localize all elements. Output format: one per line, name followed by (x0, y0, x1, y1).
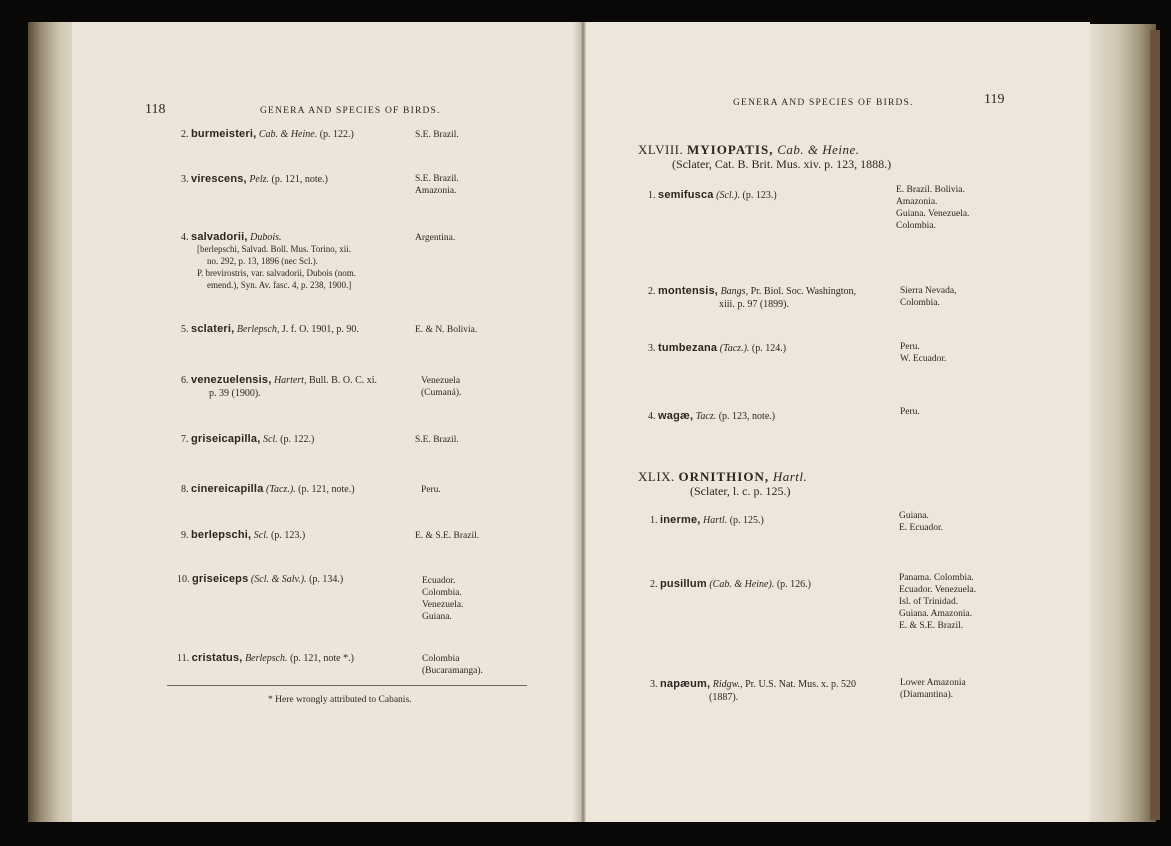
genus-name: MYIOPATIS, (687, 142, 774, 157)
species-locality: E. & S.E. Brazil. (415, 531, 480, 541)
species-reference: (p. 121, note.) (271, 174, 328, 185)
species-reference: (p. 121, note.) (298, 484, 355, 495)
species-locality: Lower Amazonia (Diamantina). (900, 678, 966, 700)
species-locality: S.E. Brazil. (415, 435, 459, 445)
genus-heading (638, 142, 860, 158)
species-entry (177, 652, 354, 665)
entry-number: 1. (650, 515, 658, 526)
species-name: burmeisteri, (191, 128, 257, 140)
species-locality: S.E. Brazil. (415, 130, 459, 140)
species-locality: Peru. (900, 407, 920, 417)
species-entry (650, 678, 856, 691)
species-locality: Panama. Colombia. Ecuador. Venezuela. Isl. of Trinidad. Guiana. Amazonia. E. & S.E. Brazil. (899, 573, 977, 631)
entry-number: 3. (650, 679, 658, 690)
species-name: cristatus, (191, 652, 243, 664)
species-author: (Cab. & Heine). (709, 579, 775, 590)
genus-reference: (Sclater, l. c. p. 125.) (690, 484, 791, 498)
entry-number: 11. (177, 653, 190, 664)
species-locality: Venezuela (Cumaná). (421, 376, 462, 398)
species-locality: Guiana. E. Ecuador. (899, 511, 944, 533)
species-locality: Peru. (421, 485, 441, 495)
species-author: (Tacz.). (719, 343, 750, 354)
synonym-line: no. 292, p. 13, 1896 (nec Scl.). (207, 256, 318, 266)
species-author: Berlepsch. (245, 653, 288, 664)
species-name: sclateri, (191, 323, 235, 335)
species-author: (Scl.). (716, 190, 740, 201)
entry-number: 9. (181, 530, 189, 541)
species-reference: (p. 124.) (751, 343, 787, 354)
entry-number: 4. (648, 411, 656, 422)
genus-reference: (Sclater, Cat. B. Brit. Mus. xiv. p. 123, 1888.) (672, 157, 892, 171)
species-author: Berlepsch, (236, 324, 280, 335)
species-entry (177, 573, 343, 586)
species-reference: (p. 121, note *.) (290, 653, 354, 664)
genus-numeral: XLIX. (638, 469, 675, 484)
synonym-line: P. brevirostris, var. salvadorii, Dubois (nom. (197, 268, 356, 278)
species-author: Bangs, (720, 286, 749, 297)
book-cover (1150, 30, 1160, 820)
genus-author: Hartl. (772, 469, 808, 484)
species-author: Hartl. (703, 515, 728, 526)
entry-number: 2. (650, 579, 658, 590)
genus-name: ORNITHION, (678, 469, 770, 484)
species-entry (181, 483, 355, 496)
species-reference: (p. 123.) (742, 190, 777, 201)
entry-number: 2. (181, 129, 189, 140)
species-locality: Colombia (Bucaramanga). (422, 654, 483, 676)
synonym-line: [berlepschi, Salvad. Boll. Mus. Torino, xii. (197, 244, 351, 254)
page-number: 118 (145, 102, 166, 117)
species-name: griseicapilla, (191, 433, 261, 445)
entry-number: 10. (177, 574, 190, 585)
species-name: virescens, (191, 173, 247, 185)
running-head: GENERA AND SPECIES OF BIRDS. (733, 98, 914, 108)
species-entry (650, 514, 764, 527)
genus-numeral: XLVIII. (638, 142, 684, 157)
species-name: semifusca (658, 189, 714, 201)
species-name: venezuelensis, (191, 374, 272, 386)
entry-number: 4. (181, 232, 189, 243)
entry-number: 3. (181, 174, 189, 185)
species-entry (648, 342, 786, 355)
species-entry (648, 189, 777, 202)
species-author: (Scl. & Salv.). (250, 574, 307, 585)
species-reference: J. f. O. 1901, p. 90. (281, 324, 359, 335)
species-name: napæum, (660, 678, 711, 690)
left-page (72, 22, 582, 822)
species-author: Ridgw., (712, 679, 743, 690)
species-reference: (p. 123.) (271, 530, 306, 541)
species-name: pusillum (660, 578, 707, 590)
species-entry (181, 529, 305, 542)
right-page-edges (1086, 24, 1156, 822)
entry-number: 6. (181, 375, 189, 386)
species-reference: (p. 123, note.) (718, 411, 776, 422)
species-author: Dubois. (250, 232, 282, 243)
entry-number: 8. (181, 484, 189, 495)
species-entry (181, 323, 359, 336)
species-name: salvadorii, (191, 231, 248, 243)
species-name: montensis, (658, 285, 719, 297)
species-locality: E. & N. Bolivia. (415, 325, 478, 335)
entry-number: 2. (648, 286, 656, 297)
species-reference: Pr. U.S. Nat. Mus. x. p. 520 (745, 679, 856, 690)
species-reference: (p. 125.) (729, 515, 764, 526)
species-locality: E. Brazil. Bolivia. Amazonia. Guiana. Venezuela. Colombia. (896, 185, 970, 231)
species-author: Tacz. (695, 411, 717, 422)
entry-number: 5. (181, 324, 189, 335)
running-head: GENERA AND SPECIES OF BIRDS. (260, 106, 441, 116)
species-author: Scl. (253, 530, 269, 541)
species-entry (648, 410, 775, 423)
species-author: Cab. & Heine. (258, 129, 318, 140)
species-locality: Argentina. (415, 233, 456, 243)
species-name: inerme, (660, 514, 701, 526)
species-entry (181, 374, 377, 387)
species-locality: Ecuador. Colombia. Venezuela. Guiana. (422, 576, 464, 622)
species-reference-cont: p. 39 (1900). (209, 388, 261, 399)
footnote: * Here wrongly attributed to Cabanis. (268, 695, 412, 705)
species-name: wagæ, (658, 410, 694, 422)
species-reference-cont: xiii. p. 97 (1899). (719, 299, 789, 310)
species-entry (181, 173, 328, 186)
entry-number: 7. (181, 434, 189, 445)
footnote-rule (167, 685, 527, 686)
species-reference: (p. 134.) (309, 574, 344, 585)
species-locality: Peru. W. Ecuador. (900, 342, 947, 364)
species-name: griseiceps (192, 573, 249, 585)
species-name: berlepschi, (191, 529, 252, 541)
species-name: cinereicapilla (191, 483, 264, 495)
species-locality: S.E. Brazil. Amazonia. (415, 174, 459, 196)
genus-heading (638, 469, 807, 485)
species-entry (650, 578, 811, 591)
species-entry (648, 285, 856, 298)
species-reference: (p. 122.) (319, 129, 354, 140)
species-author: Pelz. (249, 174, 270, 185)
page-number: 119 (984, 92, 1005, 107)
species-reference: Bull. B. O. C. xi. (308, 375, 378, 386)
entry-number: 1. (648, 190, 656, 201)
species-reference: (p. 126.) (776, 579, 811, 590)
species-reference: (p. 122.) (280, 434, 315, 445)
species-entry (181, 433, 314, 446)
species-name: tumbezana (658, 342, 718, 354)
species-reference: Pr. Biol. Soc. Washington, (750, 286, 856, 297)
synonym-line: emend.), Syn. Av. fasc. 4, p. 238, 1900.] (207, 280, 352, 290)
entry-number: 3. (648, 343, 656, 354)
species-locality: Sierra Nevada, Colombia. (900, 286, 957, 308)
species-author: (Tacz.). (266, 484, 296, 495)
species-author: Scl. (262, 434, 278, 445)
genus-author: Cab. & Heine. (777, 142, 860, 157)
species-reference-cont: (1887). (709, 692, 739, 703)
species-entry (181, 128, 354, 141)
right-page (586, 22, 1090, 822)
species-author: Hartert, (273, 375, 307, 386)
